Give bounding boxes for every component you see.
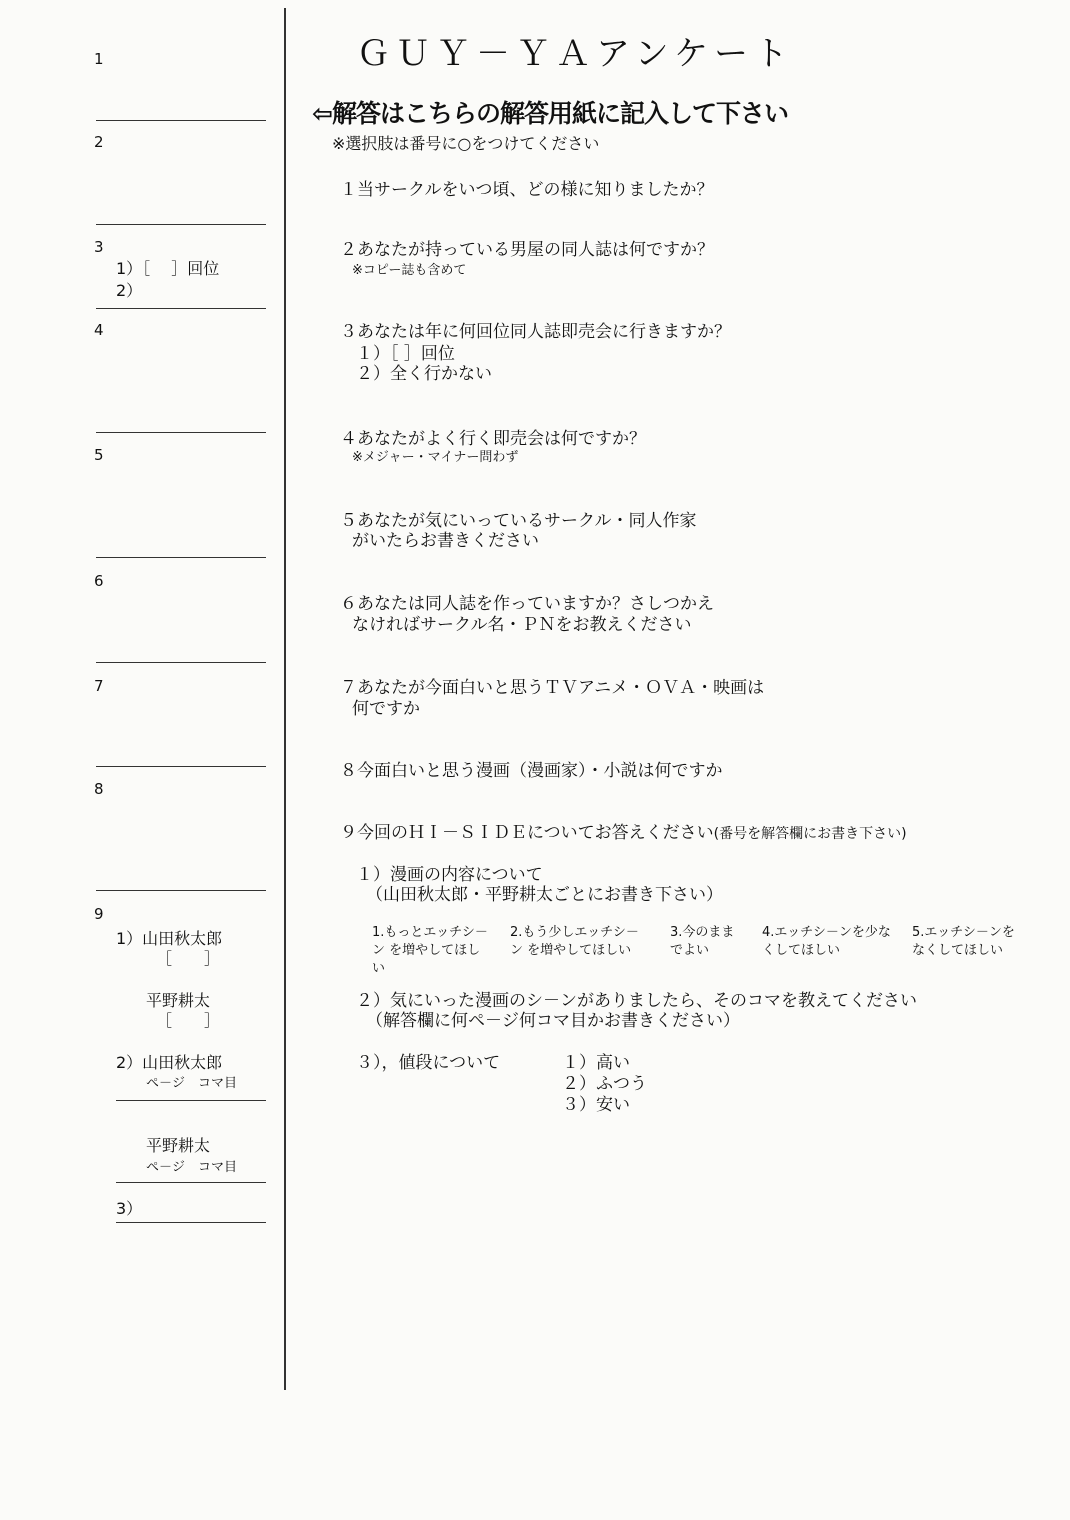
answer-number-3: 3 (94, 238, 104, 256)
question-9-note: (番号を解答欄にお書き下さい) (713, 826, 907, 842)
page-title: ＧＵＹ－ＹＡアンケート (356, 34, 794, 74)
answer-9-2-hirano: 平野耕太 (146, 1136, 211, 1155)
question-9-2-line-2: （解答欄に何ペ－ジ何コマ目かお書きください） (366, 1011, 740, 1031)
question-4: ４あなたがよく行く即売会は何ですか？ (340, 429, 646, 449)
question-6-line-1: ６あなたは同人誌を作っていますか？さしつかえ (340, 594, 714, 614)
answer-line (96, 557, 266, 558)
answer-line (96, 224, 266, 225)
question-9-1: １）漫画の内容について (356, 865, 543, 885)
question-5-line-1: ５あなたが気にいっているサークル・同人作家 (340, 511, 697, 531)
answer-line (96, 890, 266, 891)
choice-1: 1.もっとエッチシ－ン を増やしてほしい (372, 925, 488, 976)
answer-number-8: 8 (94, 780, 104, 798)
question-2-note: ※コピー誌も含めて (352, 263, 467, 278)
answer-line (116, 1222, 266, 1223)
question-9-1-note: （山田秋太郎・平野耕太ごとにお書き下さい） (366, 885, 723, 905)
question-1: １当サークルをいつ頃、どの様に知りましたか？ (340, 180, 714, 200)
selection-note: ※選択肢は番号に○をつけてください (332, 134, 600, 153)
answer-number-5: 5 (94, 446, 104, 464)
question-9-text: ９今回のＨＩ－ＳＩＤＥについてお答えください (340, 823, 714, 843)
answer-line (96, 308, 266, 309)
answer-line (96, 120, 266, 121)
question-8: ８今面白いと思う漫画（漫画家）・小説は何ですか (340, 761, 723, 781)
choice-3: 3.今のまま でよい (670, 925, 735, 958)
answer-9-1-yamada-box: ［ ］ (156, 949, 221, 968)
answer-9-3: 3） (116, 1199, 143, 1218)
answer-9-2-hirano-page: ペ－ジ コマ目 (146, 1160, 238, 1175)
question-7-line-1: ７あなたが今面白いと思うＴＶアニメ・ＯＶＡ・映画は (340, 678, 765, 698)
question-9-3: ３），値段について (356, 1053, 501, 1073)
price-option-3: ３）安い (562, 1095, 630, 1115)
choice-4: 4.エッチシ－ンを少な くしてほしい (762, 925, 891, 958)
column-divider (284, 8, 286, 1390)
choice-5: 5.エッチシ－ンを なくしてほしい (912, 925, 1015, 958)
answer-number-2: 2 (94, 133, 104, 151)
question-5-line-2: がいたらお書きください (352, 531, 539, 551)
instruction-heading: ⇦解答はこちらの解答用紙に記入して下さい (312, 99, 788, 128)
question-6-line-2: なければサークル名・ＰＮをお教えください (352, 615, 692, 635)
question-4-note: ※メジャー・マイナー問わず (352, 450, 519, 465)
answer-number-7: 7 (94, 677, 104, 695)
question-7-line-2: 何ですか (352, 699, 420, 719)
question-3: ３あなたは年に何回位同人誌即売会に行きますか？ (340, 322, 731, 342)
answer-3-1: 1）［ ］回位 (116, 259, 220, 278)
question-2: ２あなたが持っている男屋の同人誌は何ですか？ (340, 240, 714, 260)
answer-9-1-hirano-box: ［ ］ (156, 1011, 221, 1030)
answer-3-2: 2） (116, 281, 143, 300)
question-9 (340, 818, 907, 843)
answer-line (116, 1100, 266, 1101)
answer-line (116, 1182, 266, 1183)
answer-9-1-hirano: 平野耕太 (146, 991, 211, 1010)
choice-2: 2.もう少しエッチシ－ン を増やしてほしい (510, 925, 639, 958)
question-3-option-2: ２）全く行かない (356, 364, 492, 384)
answer-9-2-yamada: 2）山田秋太郎 (116, 1053, 223, 1072)
question-9-2-line-1: ２）気にいった漫画のシ－ンがありましたら、そのコマを教えてください (356, 991, 917, 1011)
answer-number-6: 6 (94, 572, 104, 590)
price-option-1: １）高い (562, 1053, 630, 1073)
answer-line (96, 766, 266, 767)
answer-9-1-yamada: 1）山田秋太郎 (116, 929, 223, 948)
answer-number-4: 4 (94, 321, 104, 339)
price-option-2: ２）ふつう (562, 1074, 647, 1094)
answer-line (96, 662, 266, 663)
answer-number-9: 9 (94, 905, 104, 923)
answer-9-2-yamada-page: ペ－ジ コマ目 (146, 1076, 238, 1091)
answer-line (96, 432, 266, 433)
question-3-option-1: １）［ ］回位 (356, 344, 455, 364)
answer-number-1: 1 (94, 50, 104, 68)
